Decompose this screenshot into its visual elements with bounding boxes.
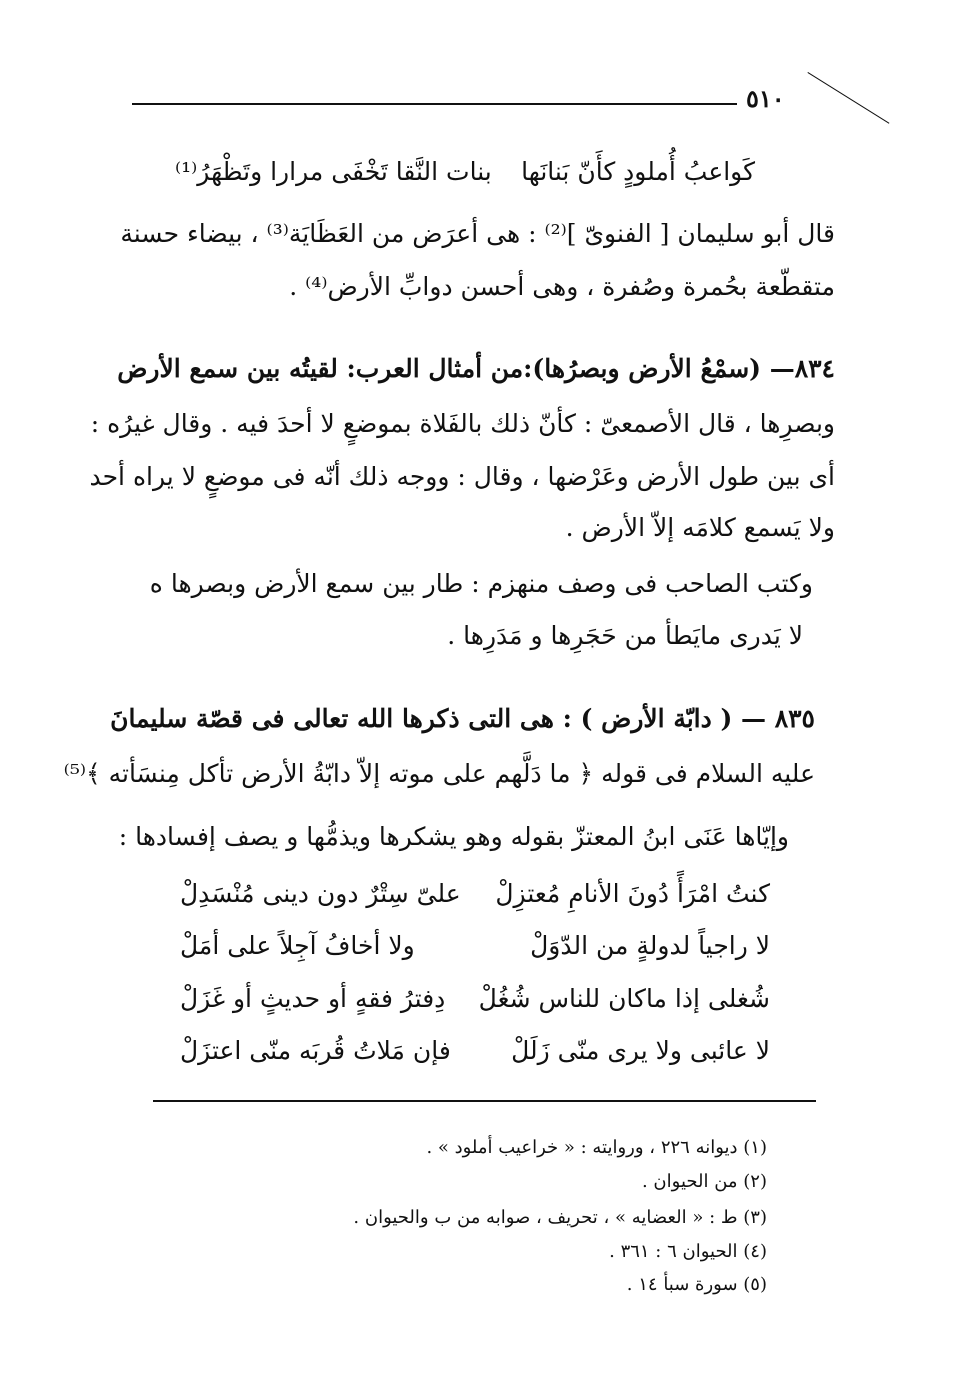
poem-first-hemistich: كنتُ امْرَأً دُونَ الأنامِ مُعتزِلْ [495, 879, 770, 908]
verse-opening [175, 158, 755, 186]
corner-mark [807, 72, 889, 124]
verse-first-hemistich: كَواعبُ أُملودٍ كأَنّ بَنانَها [521, 157, 755, 186]
sahib-line: لا يَدرى مايَطأ من حَجَرِها و مَدَرِها . [447, 621, 803, 650]
entry-834-line: وبصرِها ، قال الأصمعىّ : كأنّ ذلك بالفَلاة بموضعٍ لا أحدَ فيه . وقال غيرُه : [90, 409, 835, 438]
poem-second-hemistich: علىّ سِتْرٌ دون دينى مُنْسَدِلْ [180, 879, 461, 908]
intro-line: متقطّعة بحُمرة وصُفرة ، وهى أحسن دوابِّ الأرض⁽⁴⁾ . [289, 272, 835, 301]
poem-verse [180, 985, 770, 1013]
poem-verse [180, 880, 770, 908]
footnote: (٣) ط : « العضايه » ، تحريف ، صوابه من ب والحيوان . [353, 1207, 767, 1228]
poem-verse [180, 1037, 770, 1065]
sahib-line: وكتب الصاحب فى وصف منهزم : طار بين سمع الأرض وبصرها ه [149, 569, 813, 598]
poem-first-hemistich: لا عائبى ولا يرى منّى زَلَلْ [511, 1036, 770, 1065]
verse-second-hemistich: بنات النَّقا تَخْفَى مرارا وتَظْهَرُ⁽¹⁾ [175, 157, 492, 186]
poem-second-hemistich: دِفترُ فقهٍ أو حديثٍ أو غَزَلْ [180, 984, 446, 1013]
entry-834-heading: ٨٣٤— (سمْعُ الأرض وبصرُها):من أمثال العرب: لقيتُه بين سمع الأرض [117, 354, 835, 383]
footnote: (٤) الحيوان ٦ : ٣٦١ . [609, 1241, 767, 1262]
footnote: (١) ديوانه ٢٢٦ ، وروايته : « خراعيب أملود » . [426, 1137, 767, 1158]
poem-second-hemistich: ولا أخافُ آجِلاً على أمَلْ [180, 931, 415, 960]
poem-second-hemistich: فإن مَلاتُ قُربَه منّى اعتزَلْ [180, 1036, 451, 1065]
footnote: (٥) سورة سبأ ١٤ . [626, 1274, 767, 1295]
footnote: (٢) من الحيوان . [641, 1171, 767, 1192]
poem-first-hemistich: شُغلى إذا ماكان للناس شُغُلْ [478, 984, 770, 1013]
entry-834-line: ولا يَسمع كلامَه إلاّ الأرض . [565, 513, 835, 542]
footnote-rule [153, 1100, 816, 1102]
entry-835-heading: ٨٣٥ — ( دابّة الأرض ) : هى التى ذكرها الله تعالى فى قصّة سليمانَ [110, 704, 815, 733]
entry-835-line: وإيّاها عَنَى ابنُ المعتزّ بقوله وهو يشكرها ويذمُّها و يصف إفسادها : [118, 822, 789, 851]
poem-first-hemistich: لا راجياً لدولةٍ من الدّوَلْ [530, 931, 770, 960]
poem-verse [180, 932, 770, 960]
intro-line: قال أبو سليمان [ الفنوىّ ]⁽²⁾ : هى أعرَض من العَظَايَة⁽³⁾ ، بيضاء حسنة [120, 219, 835, 248]
entry-835-line: عليه السلام فى قوله ﴿ ما دَلَّهم على موته إلاّ دابّةُ الأرض تأكل مِنسَأته ﴾⁽⁵⁾ [63, 759, 815, 788]
page-number: ٥١٠ [746, 84, 785, 113]
header-rule [132, 103, 737, 105]
entry-834-line: أى بين طول الأرض وعَرْضها ، وقال : ووجه ذلك أنّه فى موضعٍ لا يراه أحد [89, 462, 835, 491]
